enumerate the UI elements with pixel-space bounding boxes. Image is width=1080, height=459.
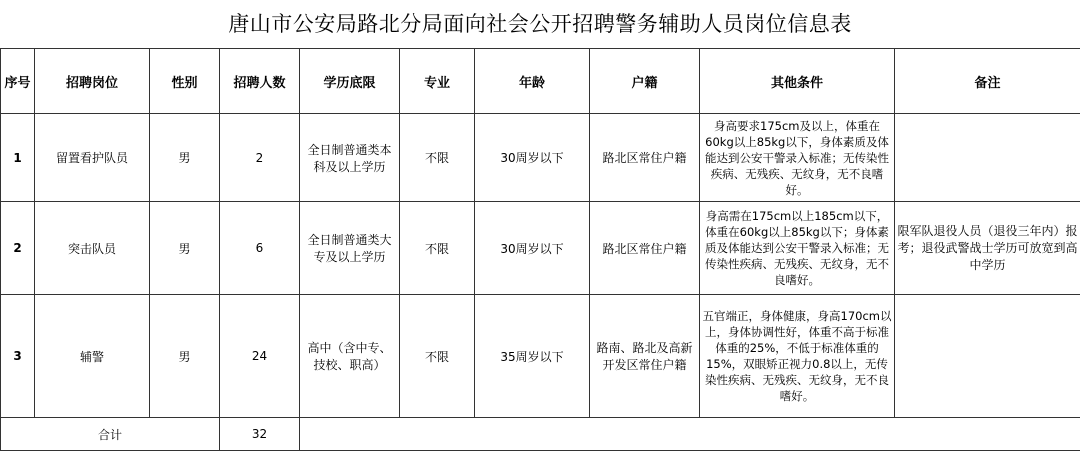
cell-conditions: 身高要求175cm及以上，体重在60kg以上85kg以下，身体素质及体能达到公安干警录入标准；无传染性疾病、无残疾、无纹身，无不良嗜好。 [700,114,895,202]
cell-residence: 路南、路北及高新开发区常住户籍 [590,295,700,418]
page-title: 唐山市公安局路北分局面向社会公开招聘警务辅助人员岗位信息表 [228,12,852,36]
header-position: 招聘岗位 [35,49,150,114]
cell-no: 3 [1,295,35,418]
cell-count: 24 [220,295,300,418]
cell-position: 留置看护队员 [35,114,150,202]
header-remarks: 备注 [895,49,1080,114]
cell-major: 不限 [400,202,475,295]
total-row [1,418,1080,451]
cell-gender: 男 [150,114,220,202]
header-major: 专业 [400,49,475,114]
recruitment-table [0,48,1080,451]
header-row [1,49,1080,114]
cell-position: 突击队员 [35,202,150,295]
cell-education: 全日制普通类本科及以上学历 [300,114,400,202]
table-row [1,295,1080,418]
cell-major: 不限 [400,295,475,418]
header-gender: 性别 [150,49,220,114]
table-row [1,202,1080,295]
cell-education: 高中（含中专、技校、职高） [300,295,400,418]
cell-count: 6 [220,202,300,295]
header-no: 序号 [1,49,35,114]
cell-no: 1 [1,114,35,202]
cell-position: 辅警 [35,295,150,418]
total-label: 合计 [1,418,220,451]
cell-education: 全日制普通类大专及以上学历 [300,202,400,295]
table-row [1,114,1080,202]
cell-gender: 男 [150,202,220,295]
cell-remarks [895,114,1080,202]
header-count: 招聘人数 [220,49,300,114]
cell-major: 不限 [400,114,475,202]
header-residence: 户籍 [590,49,700,114]
header-conditions: 其他条件 [700,49,895,114]
header-age: 年龄 [475,49,590,114]
cell-age: 35周岁以下 [475,295,590,418]
cell-conditions: 五官端正，身体健康，身高170cm以上，身体协调性好，体重不高于标准体重的25%，不低于标准体重的15%，双眼矫正视力0.8以上，无传染性疾病、无残疾、无纹身，无不良嗜好。 [700,295,895,418]
header-education: 学历底限 [300,49,400,114]
cell-conditions: 身高需在175cm以上185cm以下，体重在60kg以上85kg以下；身体素质及体能达到公安干警录入标准；无传染性疾病、无残疾、无纹身，无不良嗜好。 [700,202,895,295]
cell-gender: 男 [150,295,220,418]
cell-residence: 路北区常住户籍 [590,202,700,295]
cell-residence: 路北区常住户籍 [590,114,700,202]
total-empty-cell [300,418,1080,451]
cell-remarks: 限军队退役人员（退役三年内）报考；退役武警战士学历可放宽到高中学历 [895,202,1080,295]
cell-no: 2 [1,202,35,295]
total-count: 32 [220,418,300,451]
cell-age: 30周岁以下 [475,114,590,202]
cell-age: 30周岁以下 [475,202,590,295]
cell-count: 2 [220,114,300,202]
cell-remarks [895,295,1080,418]
